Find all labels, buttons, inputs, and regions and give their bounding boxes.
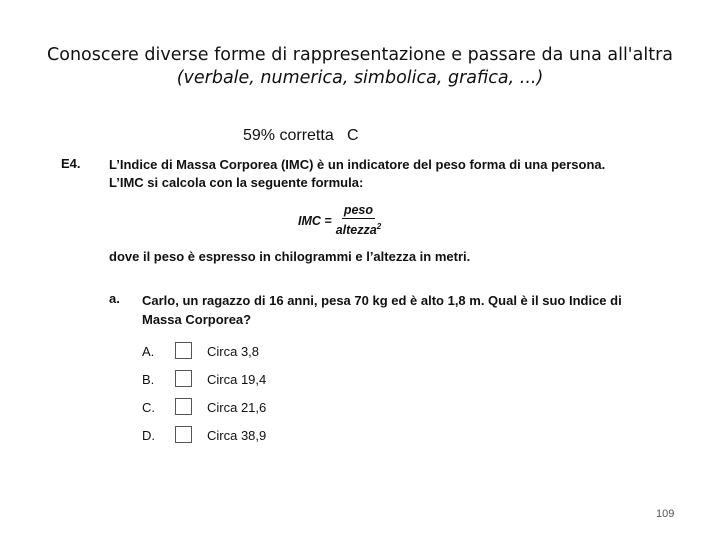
option-a-checkbox[interactable] [175,342,192,359]
option-b [142,370,442,390]
subquestion-text: Carlo, un ragazzo di 16 anni, pesa 70 kg ed è alto 1,8 m. Qual è il suo Indice di Massa Corporea? [142,293,622,327]
formula-lhs: IMC = [298,213,332,228]
formula-denominator [334,219,383,237]
option-a [142,342,442,362]
option-text: Circa 19,4 [207,372,267,387]
question-text: L’Indice di Massa Corporea (IMC) è un indicatore del peso forma di una persona. L’IMC si calcola con la seguente formula: [109,157,606,190]
units-note: dove il peso è espresso in chilogrammi e l’altezza in metri. [109,249,471,264]
imc-formula [298,204,383,237]
subquestion-letter: a. [109,291,120,306]
formula-numerator: peso [343,203,373,217]
slide-subtitle: (verbale, numerica, simbolica, grafica, ...) [176,68,544,88]
option-letter: B. [142,372,155,387]
option-text: Circa 21,6 [207,400,267,415]
option-d [142,426,442,446]
slide-header [0,44,720,90]
slide-title: Conoscere diverse forme di rappresentazione e passare da una all'altra [47,45,673,65]
formula-fraction [334,204,383,237]
option-b-checkbox[interactable] [175,370,192,387]
score-label: 59% corretta C [243,127,359,144]
option-d-checkbox[interactable] [175,426,192,443]
option-letter: A. [142,344,155,359]
option-letter: D. [142,428,155,443]
option-letter: C. [142,400,155,415]
question-number: E4. [61,156,81,171]
option-text: Circa 3,8 [207,344,260,359]
formula-denominator-text: altezza [335,223,377,238]
option-text: Circa 38,9 [207,428,267,443]
formula-exponent: 2 [376,222,382,231]
option-c [142,398,442,418]
option-c-checkbox[interactable] [175,398,192,415]
page-number: 109 [656,508,675,520]
